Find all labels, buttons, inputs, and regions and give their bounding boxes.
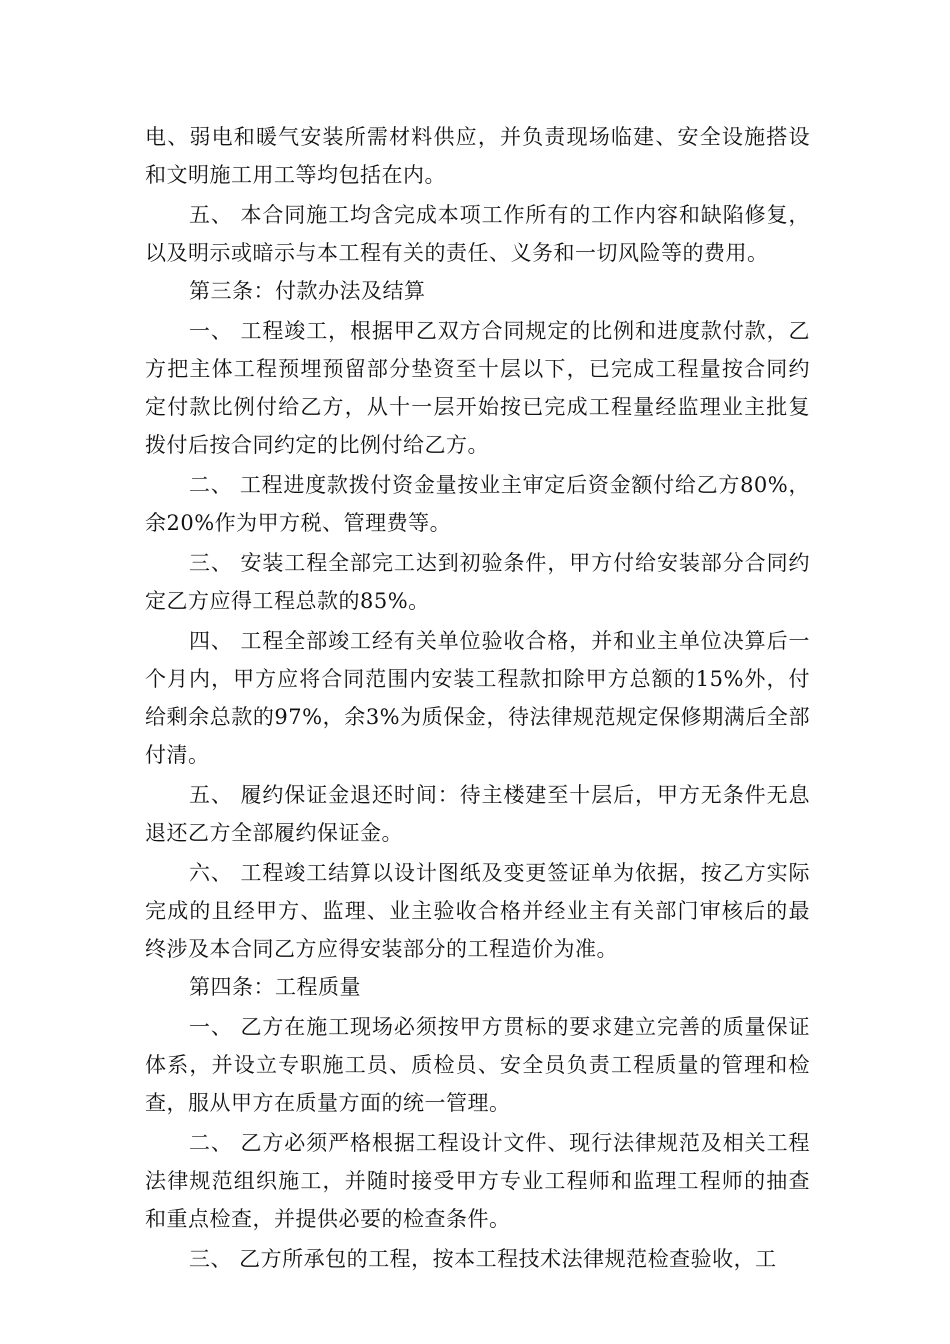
paragraph-materials-supply: 电、弱电和暖气安装所需材料供应，并负责现场临建、安全设施搭设和文明施工用工等均包括在内。 [145, 125, 810, 187]
heading-article-3: 第三条：付款办法及结算 [189, 279, 426, 303]
paragraph-article-3-item-3: 三、 安装工程全部完工达到初验条件，甲方付给安装部分合同约定乙方应得工程总款的85%。 [145, 551, 810, 613]
paragraph-article-3-item-6: 六、 工程竣工结算以设计图纸及变更签证单为依据，按乙方实际完成的且经甲方、监理、业主验收合格并经业主有关部门审核后的最终涉及本合同乙方应得安装部分的工程造价为准。 [145, 861, 810, 961]
paragraph-article-4-item-2: 二、 乙方必须严格根据工程设计文件、现行法律规范及相关工程法律规范组织施工，并随时接受甲方专业工程师和监理工程师的抽查和重点检查，并提供必要的检查条件。 [145, 1131, 810, 1231]
paragraph-article-4-item-3: 三、 乙方所承包的工程，按本工程技术法律规范检查验收，工 [189, 1247, 777, 1271]
paragraph-article-3-item-4: 四、 工程全部竣工经有关单位验收合格，并和业主单位决算后一个月内，甲方应将合同范围内安装工程款扣除甲方总额的15%外，付给剩余总款的97%，余3%为质保金，待法律规范规定保修期满后全部付清。 [145, 629, 810, 767]
paragraph-article-3-item-1: 一、 工程竣工，根据甲乙双方合同规定的比例和进度款付款，乙方把主体工程预埋预留部分垫资至十层以下，已完成工程量按合同约定付款比例付给乙方，从十一层开始按已完成工程量经监理业主批复拨付后按合同约定的比例付给乙方。 [145, 319, 810, 457]
heading-article-4: 第四条：工程质量 [189, 975, 361, 999]
paragraph-clause-2-item-5: 五、 本合同施工均含完成本项工作所有的工作内容和缺陷修复，以及明示或暗示与本工程有关的责任、义务和一切风险等的费用。 [145, 203, 810, 265]
document-body [145, 118, 810, 1278]
paragraph-article-3-item-5: 五、 履约保证金退还时间：待主楼建至十层后，甲方无条件无息退还乙方全部履约保证金。 [145, 783, 810, 845]
paragraph-article-3-item-2: 二、 工程进度款拨付资金量按业主审定后资金额付给乙方80%，余20%作为甲方税、管理费等。 [145, 473, 810, 535]
paragraph-article-4-item-1: 一、 乙方在施工现场必须按甲方贯标的要求建立完善的质量保证体系，并设立专职施工员、质检员、安全员负责工程质量的管理和检查，服从甲方在质量方面的统一管理。 [145, 1015, 810, 1115]
